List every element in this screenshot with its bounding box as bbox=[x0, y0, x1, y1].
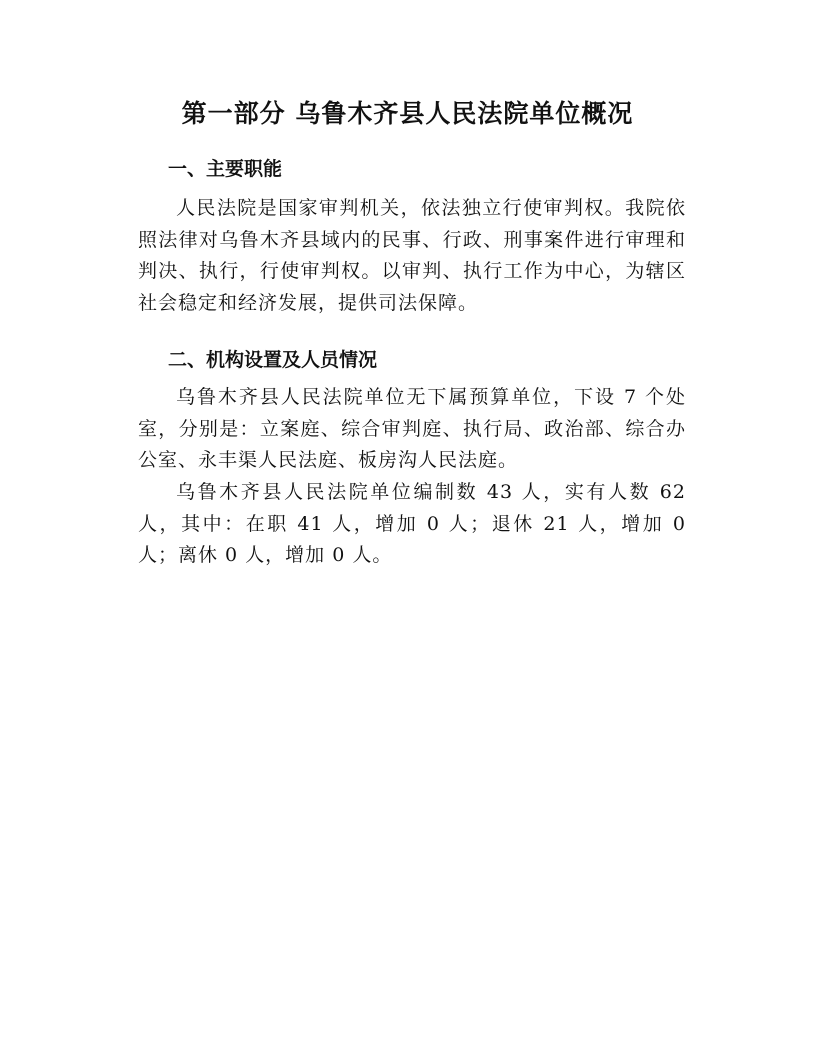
paragraph-organization: 乌鲁木齐县人民法院单位无下属预算单位，下设 7 个处室，分别是：立案庭、综合审判庭、执行局、政治部、综合办公室、永丰渠人民法庭、板房沟人民法庭。 bbox=[138, 386, 686, 471]
paragraph-main-functions: 人民法院是国家审判机关，依法独立行使审判权。我院依照法律对乌鲁木齐县域内的民事、行政、刑事案件进行审理和判决、执行，行使审判权。以审判、执行工作为中心，为辖区社会稳定和经济发展，提供司法保障。 bbox=[138, 197, 686, 314]
page-title: 第一部分 乌鲁木齐县人民法院单位概况 bbox=[181, 99, 634, 128]
section-heading-organization-staff: 二、机构设置及人员情况 bbox=[168, 349, 378, 371]
section-heading-main-functions: 一、主要职能 bbox=[168, 158, 283, 180]
paragraph-staffing: 乌鲁木齐县人民法院单位编制数 43 人，实有人数 62 人，其中：在职 41 人，增加 0 人；退休 21 人，增加 0 人；离休 0 人，增加 0 人。 bbox=[138, 481, 686, 566]
